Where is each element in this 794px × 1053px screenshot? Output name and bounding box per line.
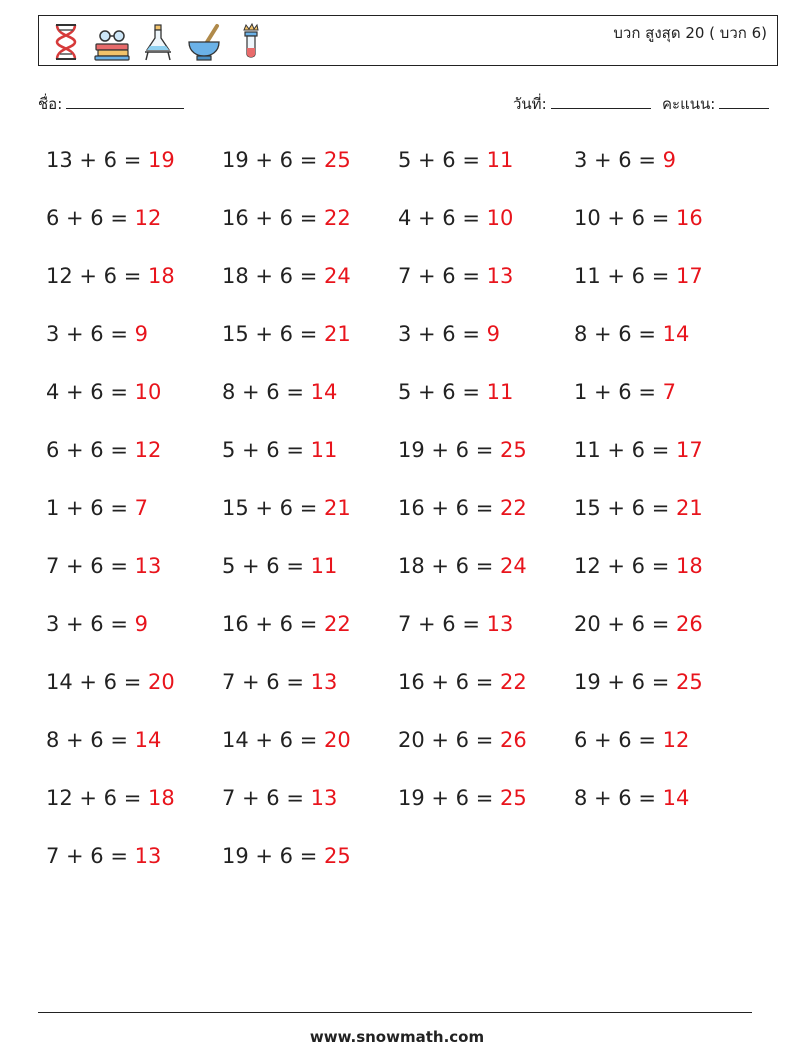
- books-glasses-icon: [93, 22, 131, 62]
- problem-item: [398, 604, 574, 662]
- problem-question: 3 + 6 =: [398, 322, 487, 346]
- problem-question: 4 + 6 =: [398, 206, 487, 230]
- problem-item: [574, 720, 750, 778]
- problem-item: [46, 604, 222, 662]
- problem-item: [574, 256, 750, 314]
- problem-item: [222, 198, 398, 256]
- problem-question: 3 + 6 =: [46, 322, 135, 346]
- problem-item: [222, 662, 398, 720]
- problem-question: 7 + 6 =: [222, 786, 311, 810]
- problem-question: 10 + 6 =: [574, 206, 676, 230]
- problem-question: 19 + 6 =: [222, 844, 324, 868]
- problem-answer: 9: [134, 612, 148, 636]
- problem-answer: 21: [323, 496, 351, 520]
- problem-question: 18 + 6 =: [222, 264, 324, 288]
- problem-answer: 22: [323, 612, 351, 636]
- problem-answer: 13: [134, 554, 162, 578]
- problem-answer: 20: [147, 670, 175, 694]
- problem-question: 1 + 6 =: [574, 380, 663, 404]
- problem-question: 4 + 6 =: [46, 380, 135, 404]
- problem-item: [222, 836, 398, 894]
- problem-item: [222, 604, 398, 662]
- problem-answer: 12: [134, 206, 162, 230]
- problem-answer: 9: [486, 322, 500, 346]
- problem-item: [398, 720, 574, 778]
- problem-answer: 17: [675, 438, 703, 462]
- problem-question: 14 + 6 =: [222, 728, 324, 752]
- problem-answer: 13: [134, 844, 162, 868]
- problem-item: [574, 314, 750, 372]
- problem-answer: 12: [134, 438, 162, 462]
- problem-item: [46, 256, 222, 314]
- problem-question: 5 + 6 =: [222, 554, 311, 578]
- problem-question: 16 + 6 =: [398, 670, 500, 694]
- problem-question: 16 + 6 =: [222, 206, 324, 230]
- problem-question: 7 + 6 =: [398, 612, 487, 636]
- problem-question: 5 + 6 =: [398, 148, 487, 172]
- icon-strip: [47, 21, 269, 63]
- score-line[interactable]: [719, 94, 769, 109]
- problem-answer: 12: [662, 728, 690, 752]
- problem-question: 11 + 6 =: [574, 438, 676, 462]
- problem-question: 14 + 6 =: [46, 670, 148, 694]
- problem-answer: 20: [323, 728, 351, 752]
- problem-question: 20 + 6 =: [574, 612, 676, 636]
- problem-item: [46, 488, 222, 546]
- problem-question: 1 + 6 =: [46, 496, 135, 520]
- problem-answer: 22: [323, 206, 351, 230]
- problem-answer: 25: [499, 438, 527, 462]
- problem-item: [222, 778, 398, 836]
- problem-item: [46, 720, 222, 778]
- problem-question: 8 + 6 =: [574, 322, 663, 346]
- problem-item: [46, 140, 222, 198]
- problem-grid: [46, 140, 766, 894]
- problem-answer: 22: [499, 496, 527, 520]
- problem-item: [574, 372, 750, 430]
- problem-question: 16 + 6 =: [398, 496, 500, 520]
- problem-item: [46, 836, 222, 894]
- problem-item: [222, 256, 398, 314]
- problem-question: 18 + 6 =: [398, 554, 500, 578]
- problem-question: 19 + 6 =: [574, 670, 676, 694]
- name-label: ชื่อ:: [38, 95, 63, 113]
- problem-answer: 10: [486, 206, 514, 230]
- problem-question: 8 + 6 =: [222, 380, 311, 404]
- problem-question: 7 + 6 =: [222, 670, 311, 694]
- problem-answer: 13: [486, 264, 514, 288]
- footer-divider: [38, 1012, 752, 1013]
- problem-answer: 18: [147, 264, 175, 288]
- problem-question: 7 + 6 =: [398, 264, 487, 288]
- problem-item: [46, 778, 222, 836]
- problem-question: 7 + 6 =: [46, 554, 135, 578]
- problem-question: 12 + 6 =: [46, 264, 148, 288]
- score-field: [662, 92, 769, 116]
- problem-answer: 7: [662, 380, 676, 404]
- problem-answer: 14: [134, 728, 162, 752]
- problem-item: [398, 488, 574, 546]
- problem-question: 6 + 6 =: [46, 206, 135, 230]
- problem-item: [46, 314, 222, 372]
- problem-question: 7 + 6 =: [46, 844, 135, 868]
- problem-answer: 22: [499, 670, 527, 694]
- problem-item: [46, 198, 222, 256]
- problem-item: [222, 488, 398, 546]
- problem-answer: 26: [675, 612, 703, 636]
- problem-question: 16 + 6 =: [222, 612, 324, 636]
- problem-question: 19 + 6 =: [398, 438, 500, 462]
- problem-answer: 24: [323, 264, 351, 288]
- problem-answer: 13: [486, 612, 514, 636]
- problem-answer: 11: [310, 438, 338, 462]
- header-box: [38, 15, 778, 66]
- problem-question: 8 + 6 =: [574, 786, 663, 810]
- problem-item: [398, 662, 574, 720]
- problem-item: [574, 198, 750, 256]
- problem-answer: 18: [147, 786, 175, 810]
- problem-item: [222, 720, 398, 778]
- problem-item: [398, 430, 574, 488]
- problem-question: 12 + 6 =: [574, 554, 676, 578]
- problem-answer: 16: [675, 206, 703, 230]
- problem-item: [398, 546, 574, 604]
- problem-answer: 25: [499, 786, 527, 810]
- problem-question: 13 + 6 =: [46, 148, 148, 172]
- problem-answer: 25: [323, 844, 351, 868]
- test-tube-icon: [231, 22, 269, 62]
- problem-item: [222, 546, 398, 604]
- problem-item: [574, 488, 750, 546]
- problem-answer: 19: [147, 148, 175, 172]
- problem-question: 12 + 6 =: [46, 786, 148, 810]
- problem-answer: 14: [662, 322, 690, 346]
- problem-item: [574, 662, 750, 720]
- problem-answer: 18: [675, 554, 703, 578]
- problem-answer: 9: [134, 322, 148, 346]
- problem-item: [398, 140, 574, 198]
- problem-answer: 7: [134, 496, 148, 520]
- problem-answer: 13: [310, 670, 338, 694]
- problem-answer: 21: [675, 496, 703, 520]
- problem-question: 6 + 6 =: [46, 438, 135, 462]
- problem-item: [46, 662, 222, 720]
- problem-question: 20 + 6 =: [398, 728, 500, 752]
- problem-answer: 21: [323, 322, 351, 346]
- name-line[interactable]: [66, 94, 184, 109]
- problem-answer: 17: [675, 264, 703, 288]
- problem-answer: 25: [323, 148, 351, 172]
- problem-item: [46, 372, 222, 430]
- problem-item: [574, 430, 750, 488]
- problem-question: 5 + 6 =: [222, 438, 311, 462]
- problem-answer: 14: [662, 786, 690, 810]
- problem-answer: 9: [662, 148, 676, 172]
- problem-item: [398, 372, 574, 430]
- problem-question: 11 + 6 =: [574, 264, 676, 288]
- problem-answer: 11: [486, 380, 514, 404]
- problem-question: 19 + 6 =: [398, 786, 500, 810]
- problem-answer: 10: [134, 380, 162, 404]
- problem-question: 3 + 6 =: [574, 148, 663, 172]
- date-line[interactable]: [551, 94, 651, 109]
- problem-item: [574, 778, 750, 836]
- score-label: คะแนน:: [662, 95, 716, 113]
- problem-answer: 25: [675, 670, 703, 694]
- problem-answer: 24: [499, 554, 527, 578]
- worksheet-title: บวก สูงสุด 20 ( บวก 6): [613, 24, 767, 42]
- problem-question: 15 + 6 =: [574, 496, 676, 520]
- problem-item: [222, 430, 398, 488]
- problem-item: [398, 314, 574, 372]
- problem-answer: 11: [486, 148, 514, 172]
- problem-question: 19 + 6 =: [222, 148, 324, 172]
- problem-question: 8 + 6 =: [46, 728, 135, 752]
- problem-question: 3 + 6 =: [46, 612, 135, 636]
- problem-answer: 14: [310, 380, 338, 404]
- flask-icon: [139, 22, 177, 62]
- dna-icon: [47, 22, 85, 62]
- problem-question: 15 + 6 =: [222, 496, 324, 520]
- problem-answer: 11: [310, 554, 338, 578]
- problem-answer: 13: [310, 786, 338, 810]
- problem-question: 6 + 6 =: [574, 728, 663, 752]
- date-field: [513, 92, 651, 116]
- date-label: วันที่:: [513, 95, 547, 113]
- name-field: [38, 92, 184, 116]
- problem-item: [398, 198, 574, 256]
- problem-question: 5 + 6 =: [398, 380, 487, 404]
- problem-item: [46, 546, 222, 604]
- mortar-pestle-icon: [185, 22, 223, 62]
- problem-item: [222, 372, 398, 430]
- problem-question: 15 + 6 =: [222, 322, 324, 346]
- problem-item: [574, 140, 750, 198]
- footer-website: www.snowmath.com: [309, 1028, 485, 1046]
- problem-item: [574, 604, 750, 662]
- problem-item: [222, 140, 398, 198]
- problem-item: [46, 430, 222, 488]
- problem-item: [398, 778, 574, 836]
- problem-item: [222, 314, 398, 372]
- problem-answer: 26: [499, 728, 527, 752]
- problem-item: [574, 546, 750, 604]
- problem-item: [398, 256, 574, 314]
